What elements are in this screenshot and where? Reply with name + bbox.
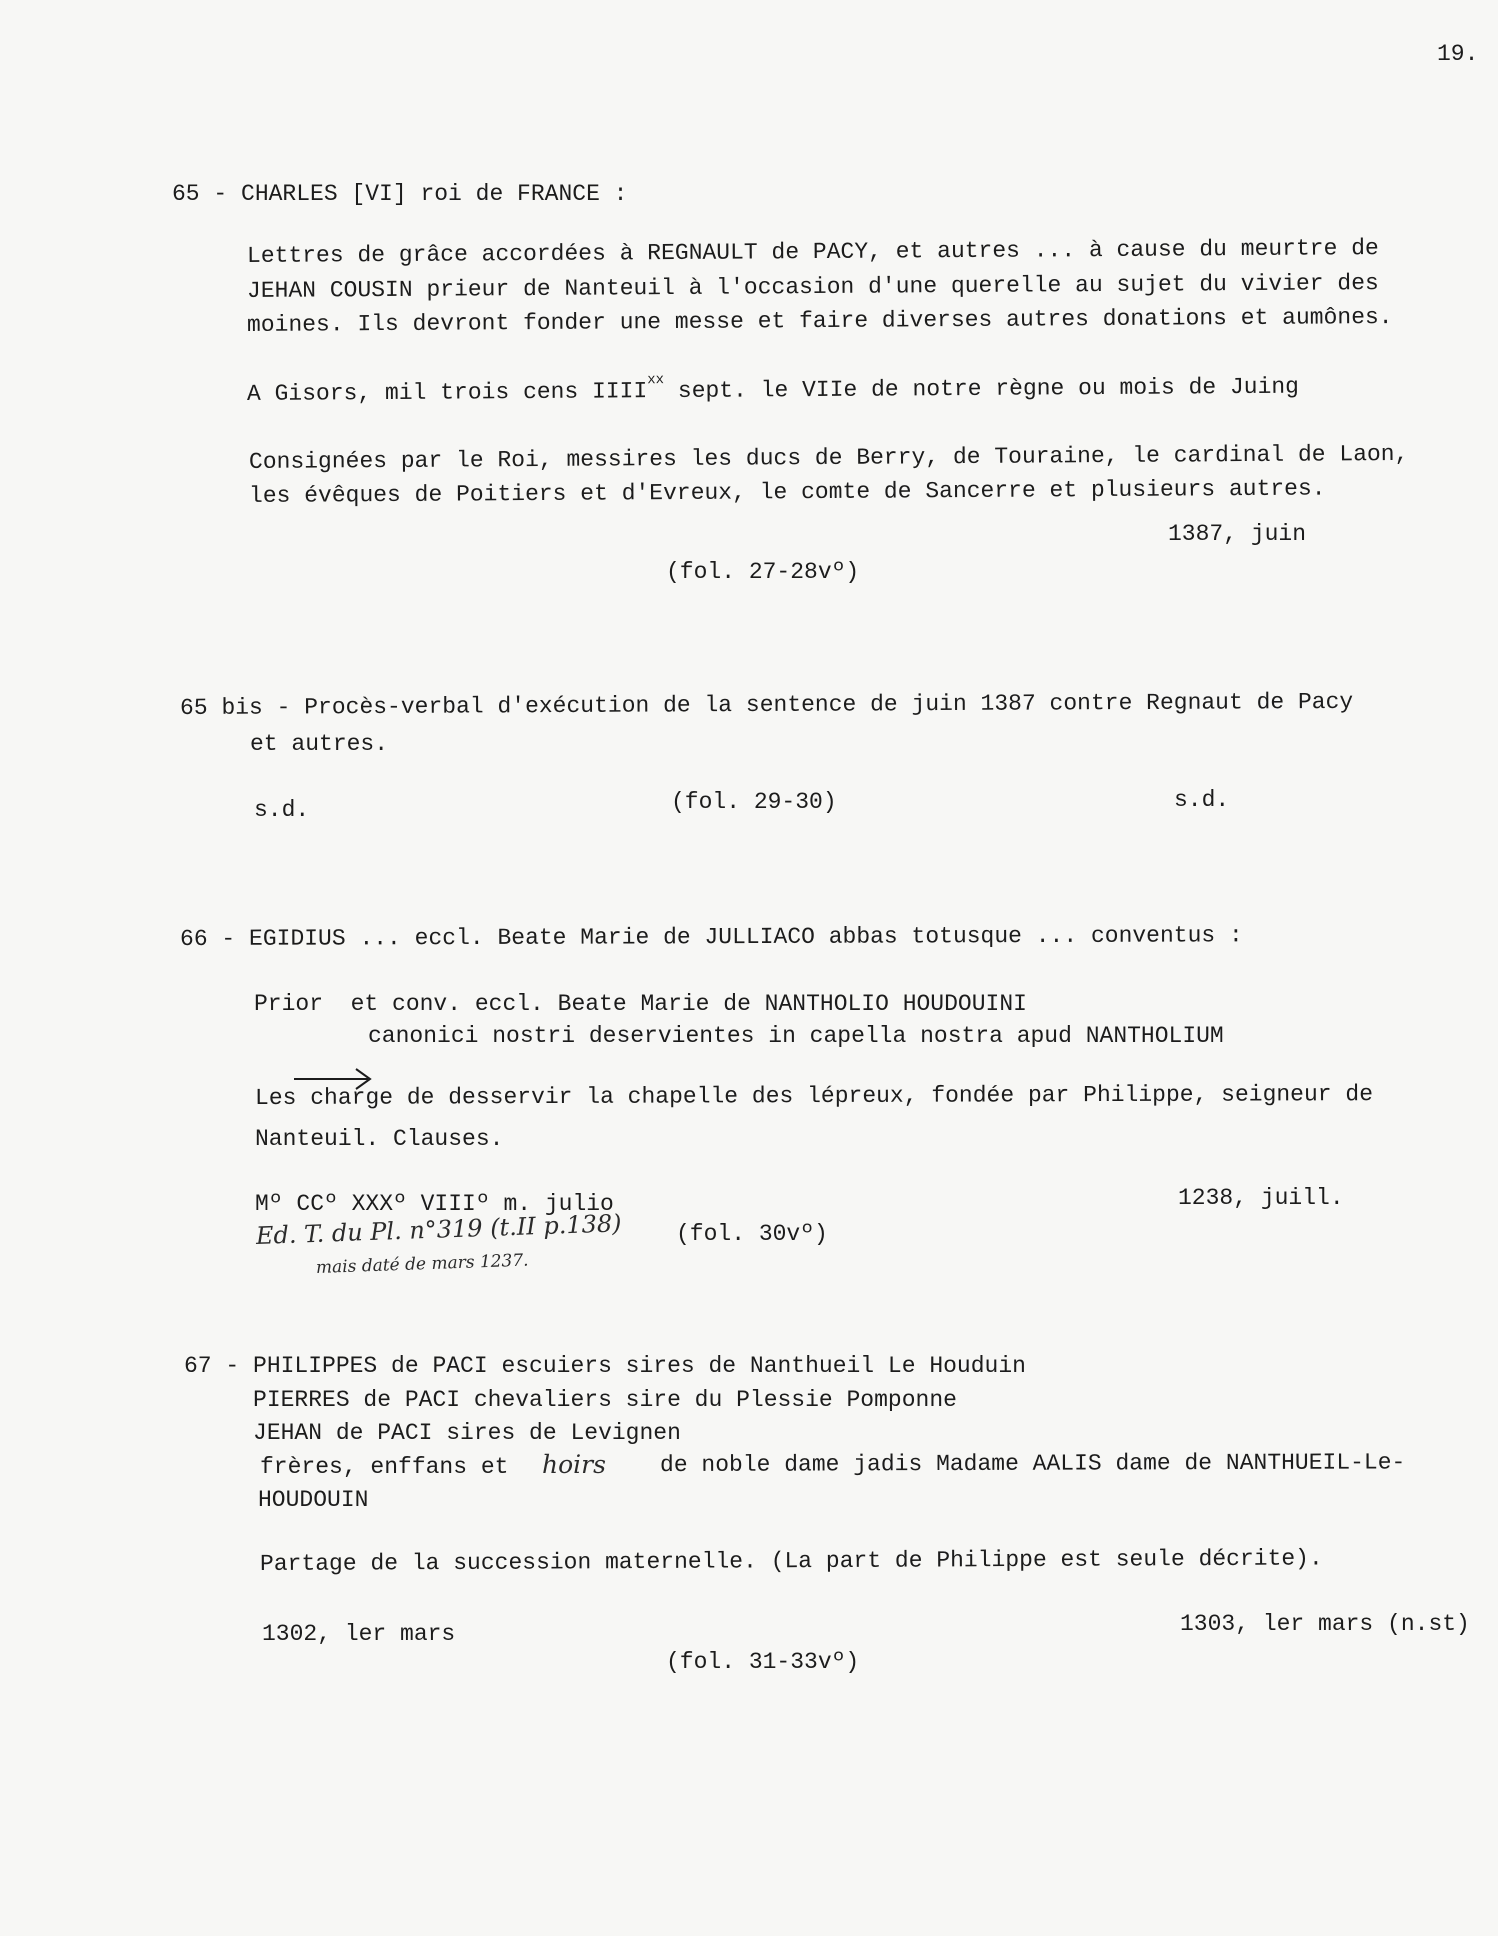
handwritten-hoirs: hoirs <box>542 1450 606 1479</box>
entry-66-charge-1: Les charge de desservir la chapelle des lépreux, fondée par Philippe, seigneur de <box>254 1081 1374 1111</box>
entry-65bis-folio: (fol. 29-30) <box>671 789 837 815</box>
entry-67-date-right: 1303, ler mars (n.st) <box>1180 1611 1470 1637</box>
entry-65bis-sd-left: s.d. <box>254 797 310 823</box>
entry-66-prior: Prior et conv. eccl. Beate Marie de NANTHOLIO HOUDOUINI <box>254 991 1027 1017</box>
entry-65bis-sd-right: s.d. <box>1174 787 1230 813</box>
entry-67-line-1: 67 - PHILIPPES de PACI escuiers sires de Nanthueil Le Houduin <box>184 1353 1026 1379</box>
entry-67-date-left: 1302, ler mars <box>262 1621 456 1647</box>
place-text-end: sept. le VIIe de notre règne ou mois de Juing <box>663 373 1300 405</box>
entry-66-charge-2: Nanteuil. Clauses. <box>255 1126 504 1152</box>
entry-67-line-2: PIERRES de PACI chevaliers sire du Plessie Pomponne <box>184 1387 957 1413</box>
entry-65-line-1: Lettres de grâce accordées à REGNAULT de PACY, et autres ... à cause du meurtre de <box>246 235 1379 269</box>
page-number: 19. <box>1437 41 1479 67</box>
entry-67-line-5: HOUDOUIN <box>258 1487 369 1513</box>
entry-65bis-line-2: et autres. <box>250 731 389 757</box>
handwritten-date-note: mais daté de mars 1237. <box>315 1250 529 1278</box>
entry-65-heading: 65 - CHARLES [VI] roi de FRANCE : <box>172 181 628 207</box>
place-superscript: xx <box>647 372 665 389</box>
entry-66-latin-date: Mº CCº XXXº VIIIº m. julio <box>255 1191 614 1217</box>
entry-66-canonici: canonici nostri deservientes in capella nostra apud NANTHOLIUM <box>368 1023 1224 1049</box>
entry-67-line-4-end: de noble dame jadis Madame AALIS dame de NANTHUEIL-Le- <box>659 1449 1406 1478</box>
handwritten-edition-note: Ed. T. du Pl. n°319 (t.II p.138) <box>255 1209 622 1250</box>
entry-66-folio: (fol. 30vº) <box>676 1221 828 1247</box>
entry-65-place-date <box>247 373 1299 411</box>
place-text: A Gisors, mil trois cens IIII <box>246 378 648 407</box>
entry-67-line-4-start: frères, enffans et <box>260 1454 509 1480</box>
entry-65-line-3: moines. Ils devront fonder une messe et faire diverses autres donations et aumônes. <box>246 304 1393 338</box>
entry-67-folio: (fol. 31-33vº) <box>666 1649 860 1675</box>
entry-65-date: 1387, juin <box>1168 521 1307 547</box>
entry-66-date: 1238, juill. <box>1178 1185 1344 1211</box>
entry-67-line-3: JEHAN de PACI sires de Levignen <box>184 1420 681 1446</box>
entry-65-folio: (fol. 27-28vº) <box>666 559 860 585</box>
entry-65-line-2: JEHAN COUSIN prieur de Nanteuil à l'occasion d'une querelle au sujet du vivier des <box>246 270 1379 304</box>
entry-65-consign-1: Consignées par le Roi, messires les ducs de Berry, de Touraine, le cardinal de Laon, <box>248 440 1409 475</box>
entry-65bis-heading: 65 bis - Procès-verbal d'exécution de la sentence de juin 1387 contre Regnaut de Pacy <box>179 688 1354 721</box>
entry-66-heading: 66 - EGIDIUS ... eccl. Beate Marie de JULLIACO abbas totusque ... conventus : <box>179 922 1243 952</box>
entry-67-partage: Partage de la succession maternelle. (La part de Philippe est seule décrite). <box>259 1545 1323 1577</box>
arrow-icon <box>254 1024 376 1136</box>
entry-65-consign-2: les évêques de Poitiers et d'Evreux, le comte de Sancerre et plusieurs autres. <box>248 475 1326 509</box>
